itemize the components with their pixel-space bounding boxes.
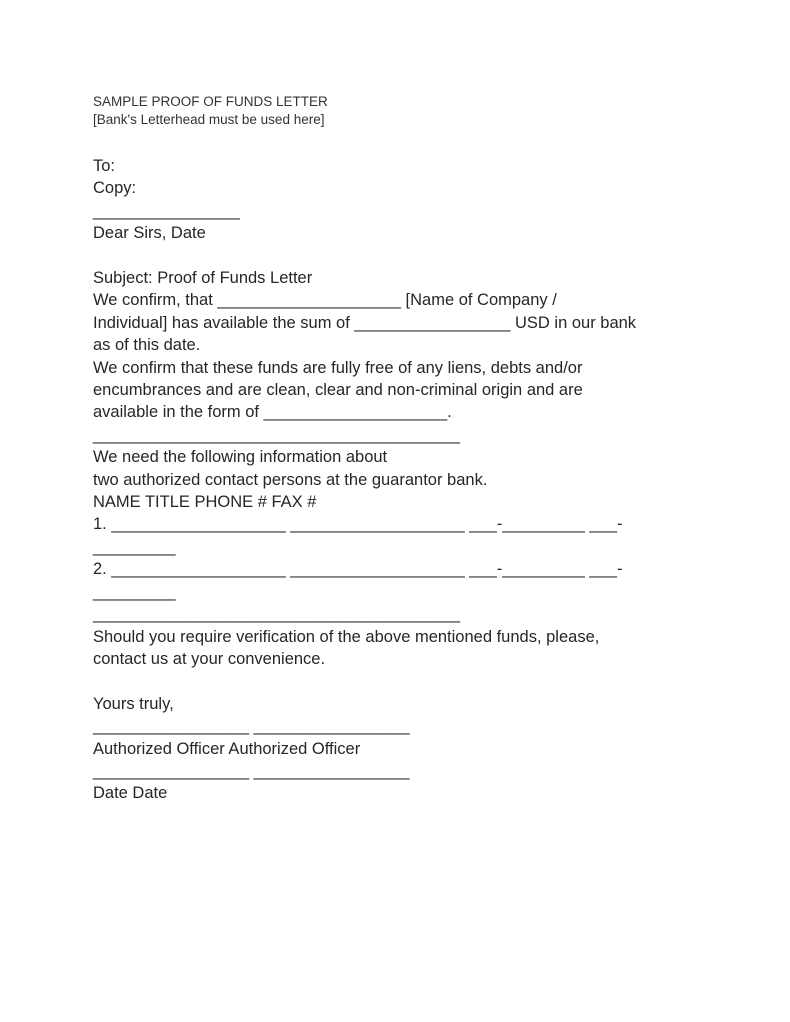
- date-line: _________________ _________________: [93, 761, 410, 780]
- closing: Yours truly,: [93, 694, 174, 713]
- contact-row: 2. ___________________ ___________________ ___-_________ ___-: [93, 560, 623, 579]
- confirm-text: We confirm, that ____________________ [Name of Company /: [93, 291, 557, 310]
- contact-row: _________: [93, 582, 176, 601]
- greeting: Dear Sirs, Date: [93, 224, 206, 243]
- spacer: [93, 245, 753, 267]
- confirm-text: encumbrances and are clean, clear and non-criminal origin and are: [93, 381, 583, 400]
- copy-line: Copy:: [93, 179, 137, 198]
- divider-line: ________________________________________: [93, 605, 461, 624]
- contact-request: We need the following information about: [93, 448, 388, 467]
- confirm-text: We confirm that these funds are fully free of any liens, debts and/or: [93, 358, 583, 377]
- contact-request: two authorized contact persons at the guarantor bank.: [93, 470, 488, 489]
- verification-text: contact us at your convenience.: [93, 649, 326, 668]
- contact-row: _________: [93, 537, 176, 556]
- spacer: [93, 129, 753, 155]
- letter-title: SAMPLE PROOF OF FUNDS LETTER: [93, 94, 328, 109]
- contact-row: 1. ___________________ ___________________ ___-_________ ___-: [93, 515, 623, 534]
- signature-label: Authorized Officer Authorized Officer: [93, 739, 361, 758]
- subject-line: Subject: Proof of Funds Letter: [93, 269, 313, 288]
- confirm-text: as of this date.: [93, 336, 201, 355]
- verification-text: Should you require verification of the above mentioned funds, please,: [93, 627, 600, 646]
- letter-page: [93, 93, 753, 805]
- confirm-text: Individual] has available the sum of _________________ USD in our bank: [93, 313, 637, 332]
- signature-line: _________________ _________________: [93, 717, 410, 736]
- spacer: [93, 670, 753, 692]
- date-label: Date Date: [93, 784, 168, 803]
- to-line: To:: [93, 157, 116, 175]
- contact-columns: NAME TITLE PHONE # FAX #: [93, 493, 317, 512]
- letterhead-note: [Bank's Letterhead must be used here]: [93, 112, 325, 127]
- confirm-text: available in the form of ____________________.: [93, 403, 452, 422]
- divider-line: ________________________________________: [93, 425, 461, 444]
- blank-line: ________________: [93, 201, 240, 220]
